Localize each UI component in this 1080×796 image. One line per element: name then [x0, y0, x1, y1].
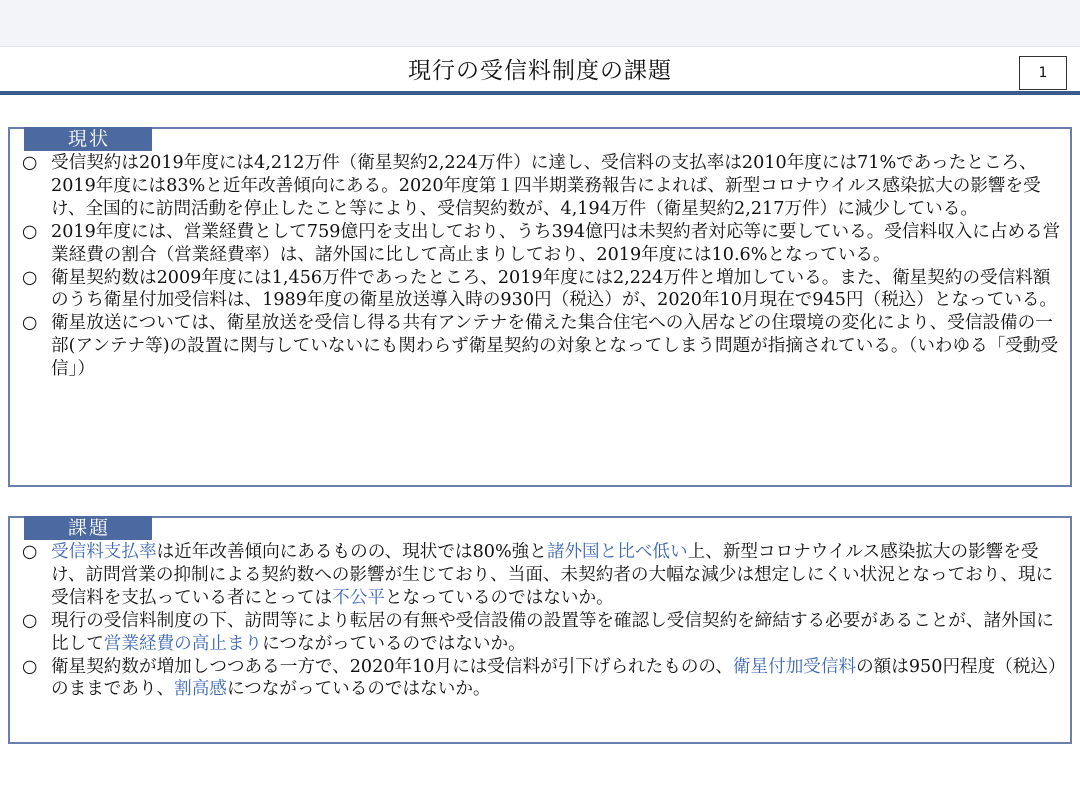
item-text: 現行の受信料制度の下、訪問等により転居の有無や受信設備の設置等を確認し受信契約を締結する必要があることが、諸外国に比して: [51, 610, 1054, 654]
list-item: [22, 610, 1064, 656]
circle-bullet-icon: ○: [22, 610, 38, 631]
item-text: は近年改善傾向にあるものの、現状では80%強と: [156, 542, 547, 562]
circle-bullet-icon: ○: [22, 542, 38, 562]
current-status-section: [8, 127, 1072, 487]
title-rule: [0, 91, 1080, 95]
circle-bullet-icon: ○: [22, 267, 38, 288]
item-text: につながっているのではないか。: [226, 679, 491, 700]
list-item: [22, 152, 1064, 221]
item-text: の額は950円程度（税込）のままであり、: [51, 656, 1057, 700]
item-text: となっているのではないか。: [384, 587, 614, 608]
section-label-current-status: 現状: [24, 127, 152, 151]
item-text: 受信契約は2019年度には4,212万件（衛星契約2,224万件）に達し、受信料の支払率は2010年度には71%であったところ、2019年度には83%と近年改善傾向にある。2020年度第１四半期業務報告によれば、新型コロナウイルス感染拡大の影響を受け、全国的に訪問活動を停止したこと等により、受信契約数が、4,194万件（衛星契約2,217万件）に減少している。: [51, 153, 1041, 219]
circle-bullet-icon: ○: [22, 313, 38, 334]
item-text: につながっているのではないか。: [262, 633, 526, 654]
section-label-issues: 課題: [24, 516, 152, 540]
circle-bullet-icon: ○: [22, 153, 38, 173]
circle-bullet-icon: ○: [22, 221, 38, 242]
highlight-text: 衛星付加受信料: [732, 656, 857, 677]
item-text: 2019年度には、営業経費として759億円を支出しており、うち394億円は未契約者対応等に要している。受信料収入に占める営業経費の割合（営業経費率）は、諸外国に比して高止まりしており、2019年度には10.6%となっている。: [51, 221, 1061, 265]
page-number: 1: [1019, 56, 1067, 90]
issues-section: [8, 516, 1072, 744]
list-item: [22, 221, 1064, 267]
current-status-body: [22, 152, 1064, 381]
list-item: [22, 267, 1064, 313]
list-item: [22, 541, 1064, 610]
top-bar: [0, 0, 1080, 47]
item-text: 上、新型コロナウイルス感染拡大の影響を受け、訪問営業の抑制による契約数への影響が生じており、当面、未契約者の大幅な減少は想定しにくい状況となっており、現に受信料を支払っている者にとっては: [51, 542, 1054, 608]
page-title: 現行の受信料制度の課題: [408, 58, 672, 84]
circle-bullet-icon: ○: [22, 656, 38, 677]
item-text: 衛星契約数が増加しつつある一方で、2020年10月には受信料が引下げられたものの、: [51, 656, 733, 677]
highlight-text: 諸外国と比べ低い: [546, 542, 688, 562]
issues-body: [22, 541, 1064, 701]
highlight-text: 不公平: [332, 587, 385, 608]
item-text: 衛星放送については、衛星放送を受信し得る共有アンテナを備えた集合住宅への入居などの住環境の変化により、受信設備の一部(アンテナ等)の設置に関与していないにも関わらず衛星契約の対象となってしまう問題が指摘されている。（いわゆる「受動受信」）: [51, 313, 1059, 380]
list-item: [22, 656, 1064, 702]
item-text: 衛星契約数は2009年度には1,456万件であったところ、2019年度には2,224万件と増加している。また、衛星契約の受信料額のうち衛星付加受信料は、1989年度の衛星放送導入時の930円（税込）が、2020年10月現在で945円（税込）となっている。: [51, 267, 1058, 311]
highlight-text: 営業経費の高止まり: [103, 633, 263, 654]
list-item: [22, 312, 1064, 381]
highlight-text: 受信料支払率: [51, 542, 157, 562]
highlight-text: 割高感: [174, 679, 227, 700]
